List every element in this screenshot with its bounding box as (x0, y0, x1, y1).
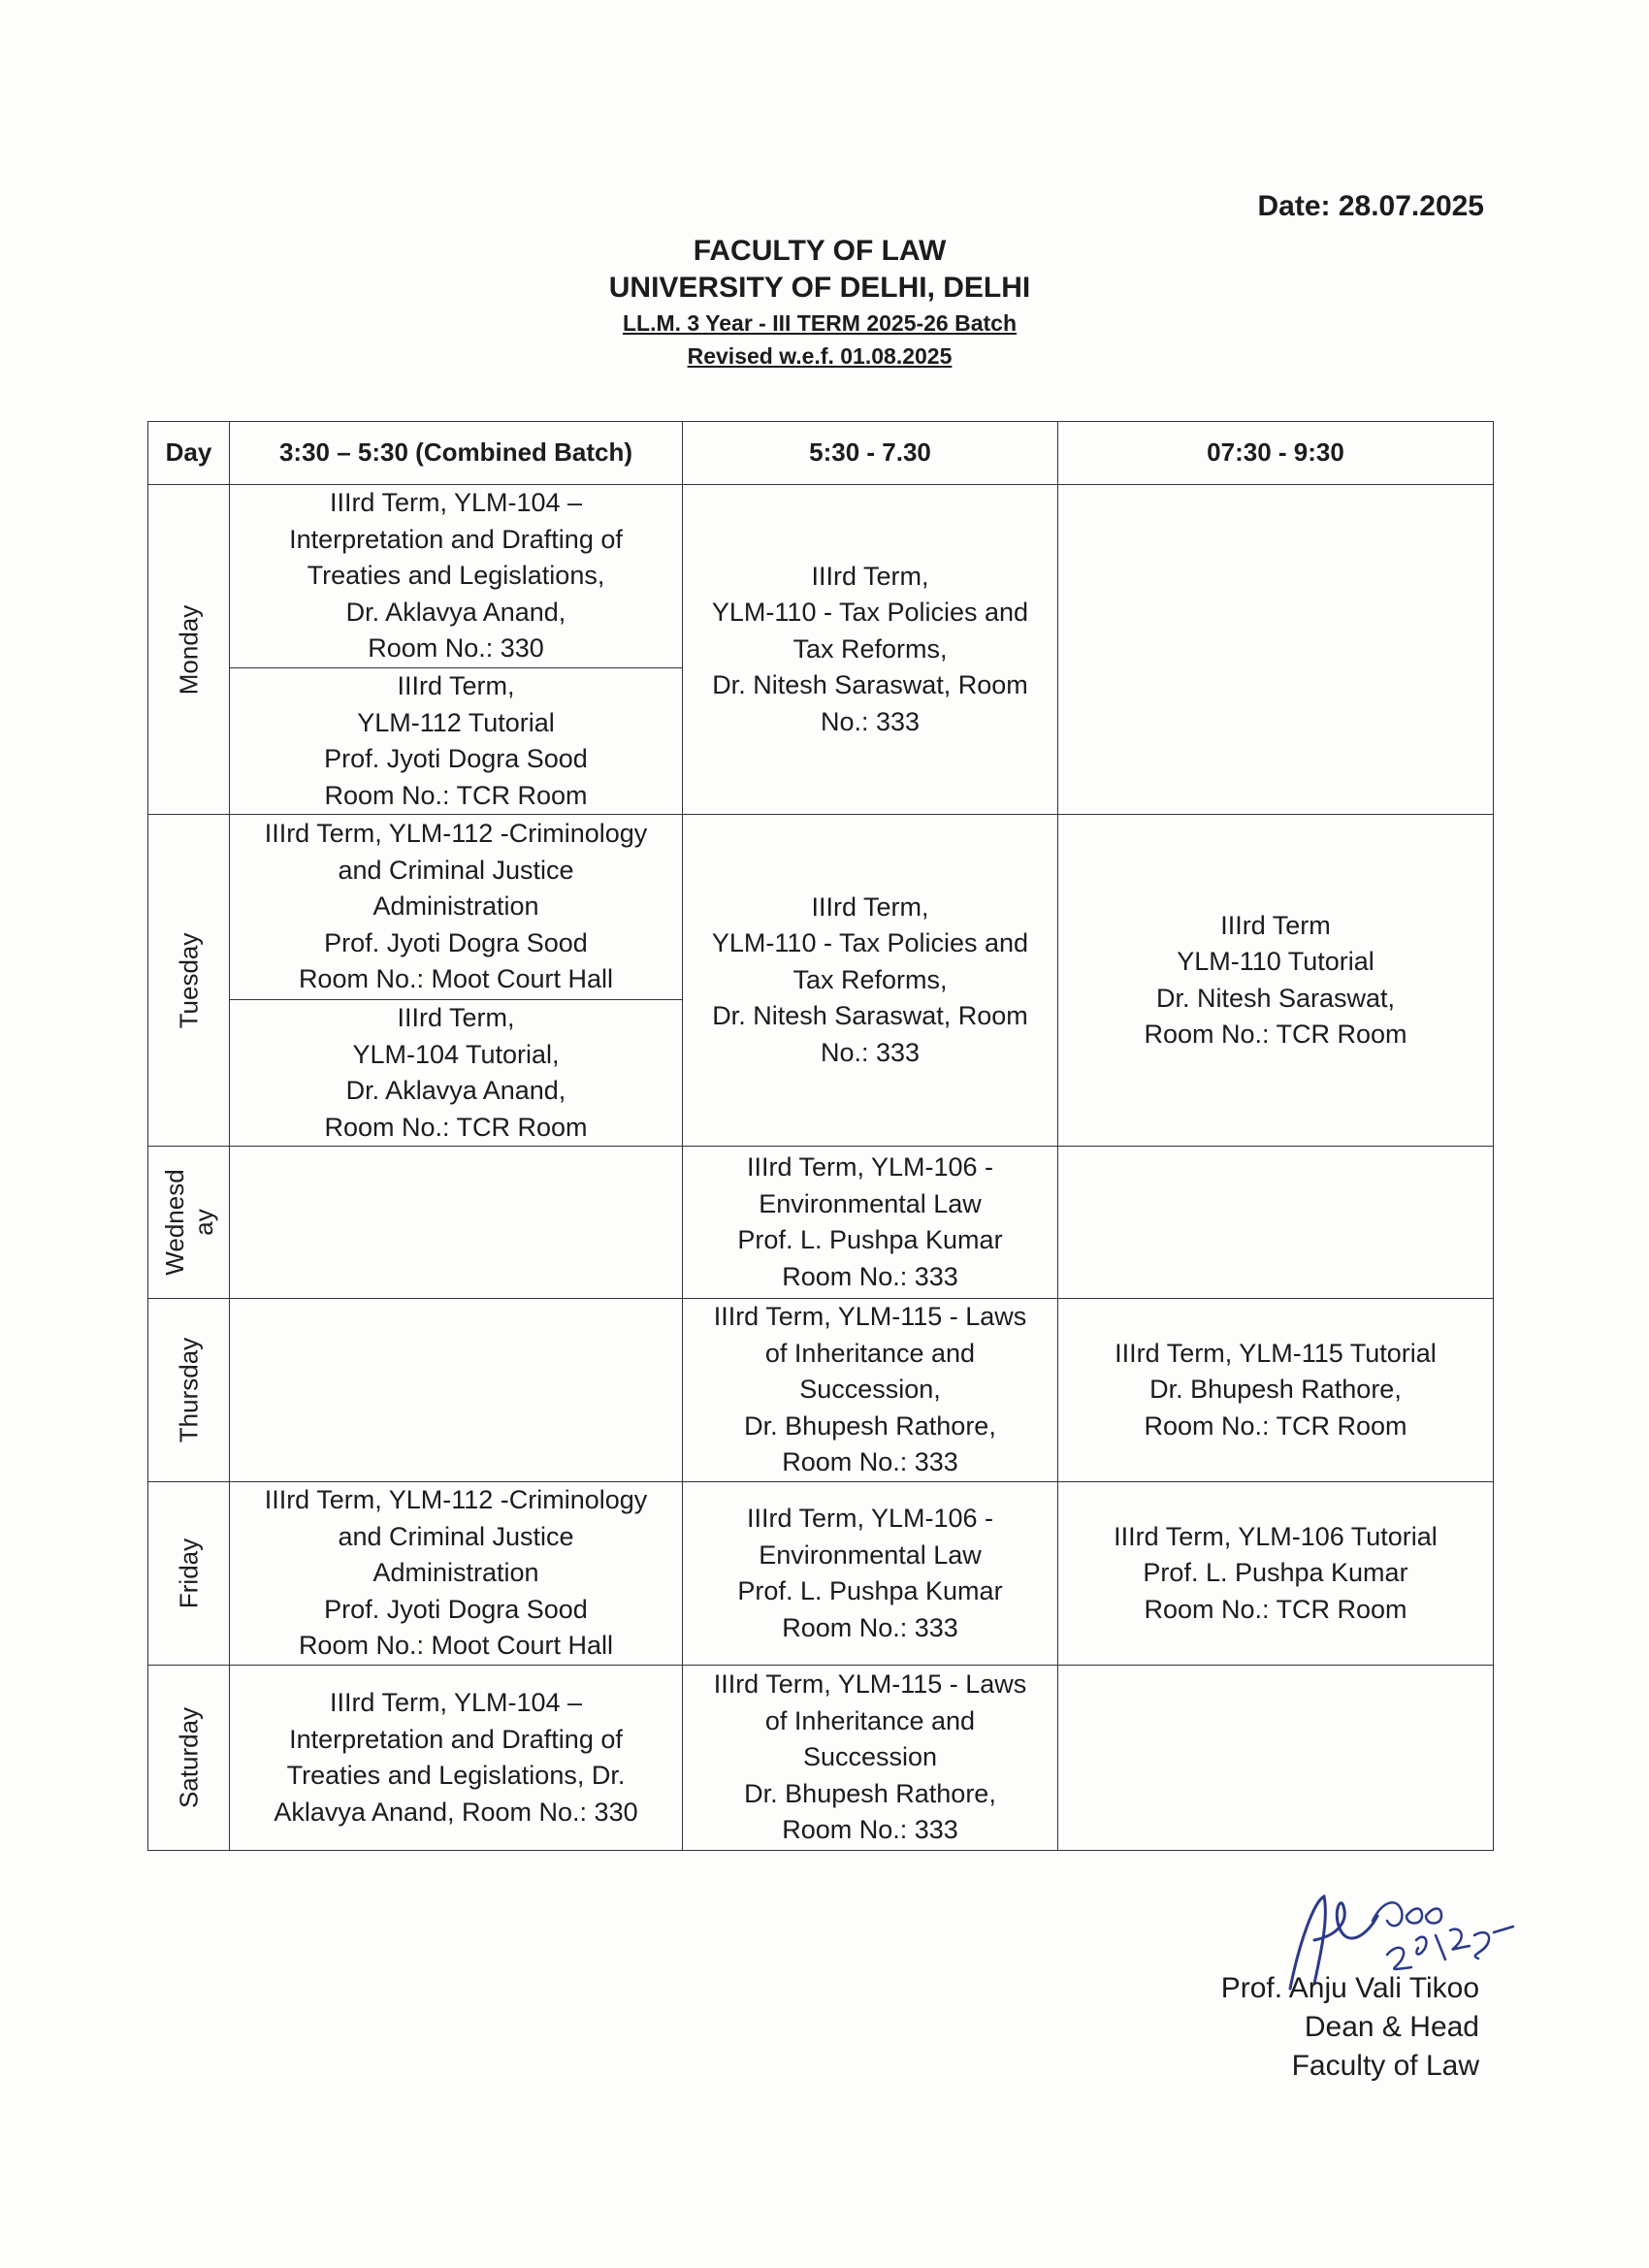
timetable-header-row (148, 422, 1494, 485)
tuesday-slot1-tutorial: IIIrd Term, YLM-104 Tutorial, Dr. Aklavya Anand, Room No.: TCR Room (230, 1000, 683, 1147)
day-label: Thursday (173, 1337, 203, 1443)
signatory-title: Dean & Head (1304, 2011, 1479, 2043)
thursday-slot1-class (230, 1299, 683, 1482)
day-label: Friday (173, 1538, 203, 1609)
wednesday-slot2-class: IIIrd Term, YLM-106 - Environmental Law Prof. L. Pushpa Kumar Room No.: 333 (683, 1147, 1058, 1299)
day-label: Tuesday (173, 932, 203, 1028)
signatory-faculty: Faculty of Law (1291, 2050, 1479, 2082)
tuesday-slot1-class: IIIrd Term, YLM-112 -Criminology and Criminal Justice Administration Prof. Jyoti Dogra Sood Room No.: Moot Court Hall (230, 815, 683, 1000)
document-header (485, 233, 1154, 373)
wednesday-slot1-class (230, 1147, 683, 1299)
day-label: Monday (173, 604, 203, 695)
signatory-name: Prof. Anju Vali Tikoo (1220, 1972, 1479, 2004)
table-row-tuesday (148, 815, 1494, 1000)
monday-slot3-class (1058, 485, 1494, 815)
thursday-slot2-class: IIIrd Term, YLM-115 - Laws of Inheritance and Succession, Dr. Bhupesh Rathore, Room No.: 333 (683, 1299, 1058, 1482)
header-slot-2: 5:30 - 7.30 (683, 422, 1058, 485)
tuesday-slot3-class: IIIrd Term YLM-110 Tutorial Dr. Nitesh Saraswat, Room No.: TCR Room (1058, 815, 1494, 1147)
document-date: Date: 28.07.2025 (1257, 190, 1484, 222)
wednesday-slot3-class (1058, 1147, 1494, 1299)
thursday-slot3-class: IIIrd Term, YLM-115 Tutorial Dr. Bhupesh Rathore, Room No.: TCR Room (1058, 1299, 1494, 1482)
table-row-monday (148, 485, 1494, 668)
saturday-slot1-class: IIIrd Term, YLM-104 – Interpretation and Drafting of Treaties and Legislations, Dr. Aklavya Anand, Room No.: 330 (230, 1666, 683, 1851)
header-slot-3: 07:30 - 9:30 (1058, 422, 1494, 485)
faculty-title: FACULTY OF LAW (693, 235, 947, 267)
friday-slot3-class: IIIrd Term, YLM-106 Tutorial Prof. L. Pushpa Kumar Room No.: TCR Room (1058, 1482, 1494, 1666)
tuesday-slot2-class: IIIrd Term, YLM-110 - Tax Policies and Tax Reforms, Dr. Nitesh Saraswat, Room No.: 333 (683, 815, 1058, 1147)
table-row-saturday (148, 1666, 1494, 1851)
day-label: Saturday (173, 1706, 203, 1809)
day-label: Wednesd ay (159, 1169, 218, 1276)
university-title: UNIVERSITY OF DELHI, DELHI (608, 272, 1031, 304)
table-row-friday (148, 1482, 1494, 1666)
revision-note: Revised w.e.f. 01.08.2025 (687, 343, 953, 369)
monday-slot1-class: IIIrd Term, YLM-104 – Interpretation and Drafting of Treaties and Legislations, Dr. Aklavya Anand, Room No.: 330 (230, 485, 683, 668)
header-slot-1: 3:30 – 5:30 (Combined Batch) (230, 422, 683, 485)
table-row-wednesday (148, 1147, 1494, 1299)
friday-slot1-class: IIIrd Term, YLM-112 -Criminology and Criminal Justice Administration Prof. Jyoti Dogra Sood Room No.: Moot Court Hall (230, 1482, 683, 1666)
signatory-block (1145, 1969, 1479, 2086)
friday-slot2-class: IIIrd Term, YLM-106 - Environmental Law Prof. L. Pushpa Kumar Room No.: 333 (683, 1482, 1058, 1666)
header-day: Day (148, 422, 230, 485)
day-cell-saturday (148, 1666, 230, 1851)
day-cell-tuesday (148, 815, 230, 1147)
course-title: LL.M. 3 Year - III TERM 2025-26 Batch (622, 310, 1018, 336)
monday-slot1-tutorial: IIIrd Term, YLM-112 Tutorial Prof. Jyoti Dogra Sood Room No.: TCR Room (230, 668, 683, 815)
day-cell-wednesday (148, 1147, 230, 1299)
monday-slot2-class: IIIrd Term, YLM-110 - Tax Policies and Tax Reforms, Dr. Nitesh Saraswat, Room No.: 333 (683, 485, 1058, 815)
saturday-slot2-class: IIIrd Term, YLM-115 - Laws of Inheritance and Succession Dr. Bhupesh Rathore, Room No.: 333 (683, 1666, 1058, 1851)
day-cell-friday (148, 1482, 230, 1666)
day-cell-thursday (148, 1299, 230, 1482)
table-row-thursday (148, 1299, 1494, 1482)
timetable (147, 421, 1494, 1851)
day-cell-monday (148, 485, 230, 815)
saturday-slot3-class (1058, 1666, 1494, 1851)
